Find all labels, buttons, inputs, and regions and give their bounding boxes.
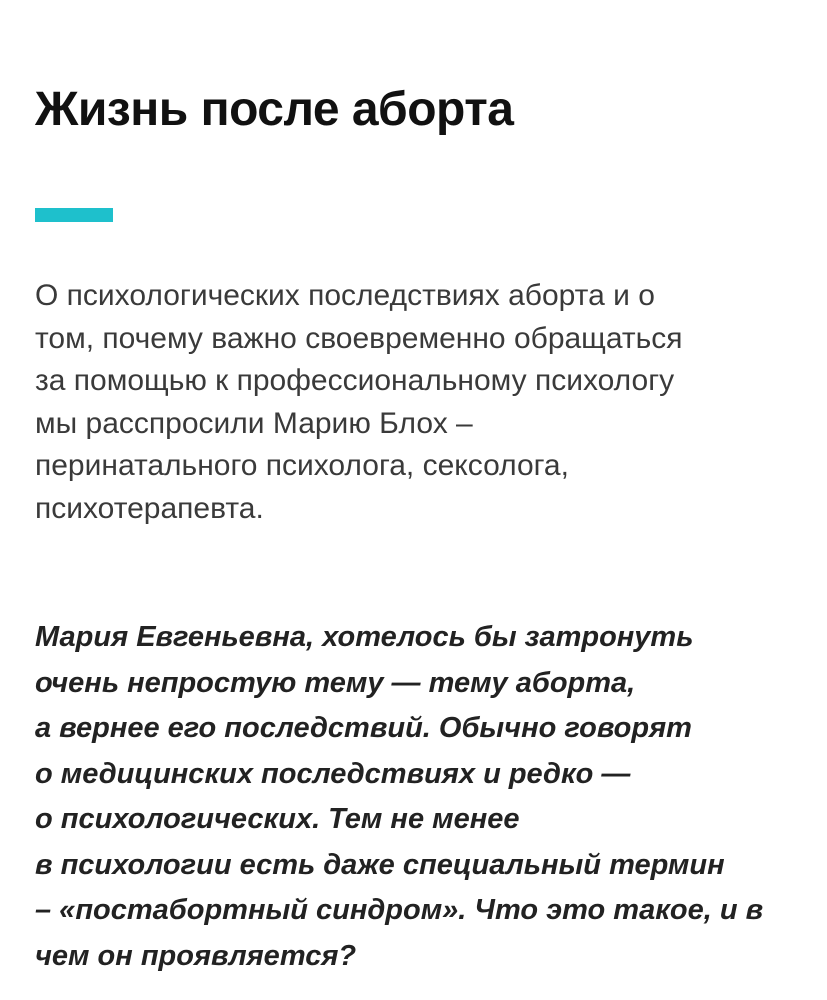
lead-line: том, почему важно своевременно обращаться: [35, 321, 683, 355]
question-line: о психологических. Тем не менее: [35, 803, 520, 835]
question-line: в психологии есть даже специальный термин: [35, 848, 725, 881]
interview-question: [35, 615, 805, 979]
question-line: о медицинских последствиях и редко —: [35, 757, 631, 790]
article-title: Жизнь после аборта: [35, 83, 514, 136]
lead-line: О психологических последствиях аборта и о: [35, 279, 655, 312]
article-lead: [35, 275, 805, 530]
lead-line: мы расспросили Марию Блох –: [35, 406, 473, 440]
lead-line: за помощью к профессиональному психологу: [35, 364, 675, 397]
question-line: очень непростую тему — тему аборта,: [35, 666, 636, 699]
lead-line: психотерапевта.: [35, 491, 264, 525]
question-line: – «постабортный синдром». Что это такое, и в: [35, 894, 764, 926]
question-line: чем он проявляется?: [35, 939, 357, 972]
title-accent-bar: [35, 208, 113, 222]
question-line: Мария Евгеньевна, хотелось бы затронуть: [35, 621, 694, 653]
question-line: а вернее его последствий. Обычно говорят: [35, 712, 692, 744]
lead-line: перинатального психолога, сексолога,: [35, 449, 569, 482]
